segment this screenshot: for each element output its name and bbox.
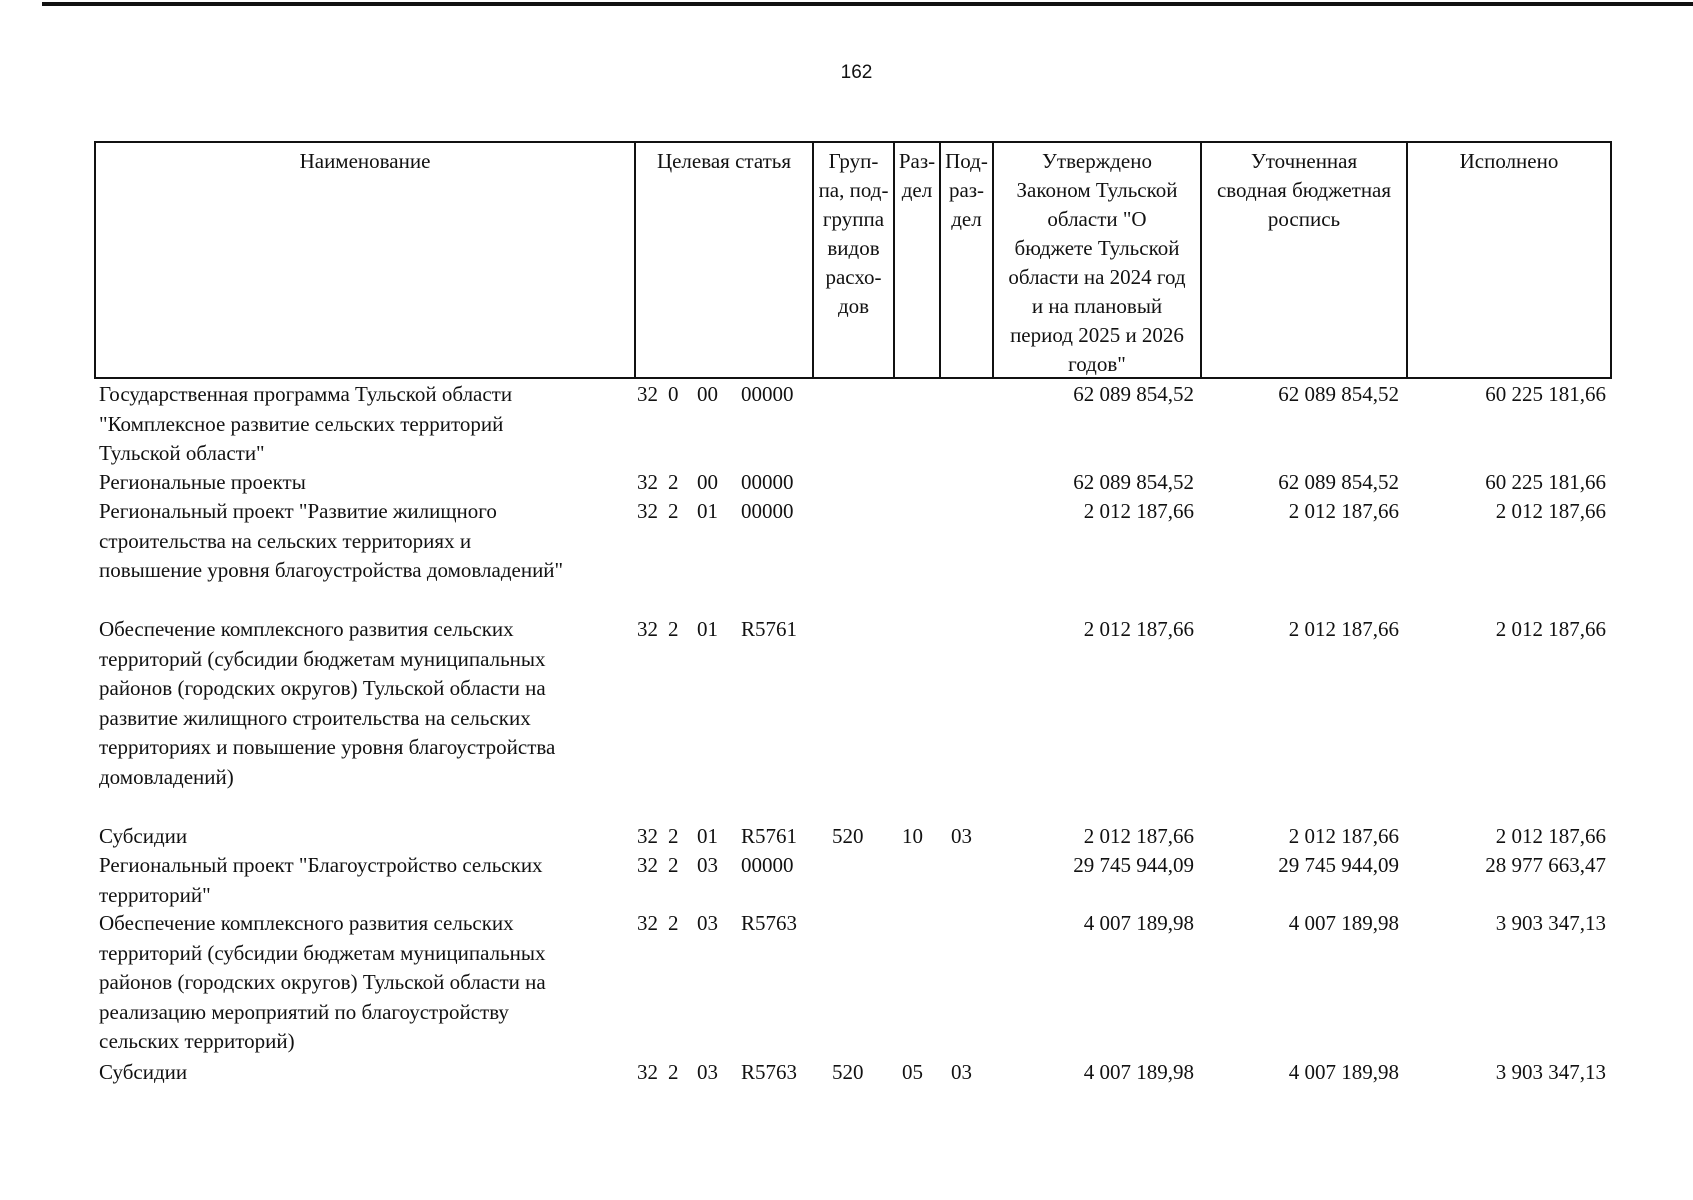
cell-razdel: 10 (902, 824, 923, 848)
cell-t2: 0 (668, 382, 679, 406)
cell-refined: 2 012 187,66 (1288, 499, 1399, 523)
row-name: Обеспечение комплексного развития сельских территорий (субсидии бюджетам муниципальных районов (городских округов) Тульской области на реализацию мероприятий по благоустройству сельских территорий) (99, 911, 546, 1053)
cell-t1: 32 (637, 382, 658, 406)
cell-executed: 2 012 187,66 (1495, 824, 1606, 848)
cell-t4: R5761 (741, 824, 798, 848)
cell-refined: 4 007 189,98 (1288, 911, 1399, 935)
cell-approved: 4 007 189,98 (1083, 1060, 1194, 1084)
table-header (94, 141, 1612, 379)
cell-executed: 3 903 347,13 (1495, 911, 1606, 935)
cell-t4: R5761 (741, 617, 798, 641)
cell-podrazdel: 03 (951, 824, 972, 848)
header-refined: Уточненная сводная бюджетная роспись (1216, 149, 1392, 231)
cell-t2: 2 (668, 470, 679, 494)
row-name: Субсидии (99, 824, 188, 848)
cell-refined: 2 012 187,66 (1288, 617, 1399, 641)
cell-approved: 2 012 187,66 (1083, 617, 1194, 641)
row-name: Обеспечение комплексного развития сельских территорий (субсидии бюджетам муниципальных районов (городских округов) Тульской области на развитие жилищного строительства на сельских территориях и повышение уровня благоустройства домовладений) (99, 617, 556, 789)
header-podrazdel: Под- раз- дел (945, 149, 988, 231)
cell-t3: 01 (697, 617, 718, 641)
cell-t4: R5763 (741, 911, 798, 935)
cell-executed: 2 012 187,66 (1495, 499, 1606, 523)
cell-t1: 32 (637, 824, 658, 848)
cell-t2: 2 (668, 499, 679, 523)
cell-refined: 29 745 944,09 (1278, 853, 1399, 877)
header-group: Груп- па, под- группа видов расхо- дов (818, 149, 889, 318)
cell-approved: 29 745 944,09 (1073, 853, 1194, 877)
header-name: Наименование (299, 149, 431, 173)
cell-t4: 00000 (741, 499, 794, 523)
cell-executed: 2 012 187,66 (1495, 617, 1606, 641)
cell-t1: 32 (637, 470, 658, 494)
cell-podrazdel: 03 (951, 1060, 972, 1084)
cell-t1: 32 (637, 853, 658, 877)
cell-t2: 2 (668, 853, 679, 877)
cell-t2: 2 (668, 617, 679, 641)
cell-approved: 62 089 854,52 (1073, 470, 1194, 494)
cell-executed: 3 903 347,13 (1495, 1060, 1606, 1084)
cell-refined: 62 089 854,52 (1278, 470, 1399, 494)
cell-approved: 2 012 187,66 (1083, 499, 1194, 523)
row-name: Субсидии (99, 1060, 188, 1084)
cell-t3: 03 (697, 853, 718, 877)
cell-refined: 2 012 187,66 (1288, 824, 1399, 848)
row-name: Региональный проект "Благоустройство сельских территорий" (99, 853, 543, 907)
cell-refined: 4 007 189,98 (1288, 1060, 1399, 1084)
cell-approved: 4 007 189,98 (1083, 911, 1194, 935)
cell-t4: R5763 (741, 1060, 798, 1084)
cell-t2: 2 (668, 824, 679, 848)
top-rule (42, 2, 1693, 6)
header-razdel: Раз- дел (898, 149, 936, 202)
cell-razdel: 05 (902, 1060, 923, 1084)
cell-t4: 00000 (741, 470, 794, 494)
cell-t4: 00000 (741, 382, 794, 406)
cell-executed: 60 225 181,66 (1485, 382, 1606, 406)
cell-t3: 00 (697, 382, 718, 406)
header-approved: Утверждено Законом Тульской области "О бюджете Тульской области на 2024 год и на плановый период 2025 и 2026 годов" (1008, 149, 1186, 376)
row-name: Региональные проекты (99, 470, 306, 494)
cell-t3: 00 (697, 470, 718, 494)
cell-group: 520 (832, 1060, 864, 1084)
cell-executed: 28 977 663,47 (1485, 853, 1606, 877)
cell-t3: 03 (697, 1060, 718, 1084)
cell-t3: 01 (697, 499, 718, 523)
header-executed: Исполнено (1459, 149, 1559, 173)
column-divider (1406, 143, 1408, 377)
cell-approved: 2 012 187,66 (1083, 824, 1194, 848)
cell-t1: 32 (637, 911, 658, 935)
cell-t2: 2 (668, 1060, 679, 1084)
cell-t4: 00000 (741, 853, 794, 877)
row-name: Государственная программа Тульской области "Комплексное развитие сельских территорий Тульской области" (99, 382, 513, 465)
cell-executed: 60 225 181,66 (1485, 470, 1606, 494)
cell-t1: 32 (637, 617, 658, 641)
cell-t3: 01 (697, 824, 718, 848)
cell-t3: 03 (697, 911, 718, 935)
page-number: 162 (840, 62, 873, 83)
cell-refined: 62 089 854,52 (1278, 382, 1399, 406)
header-target: Целевая статья (656, 149, 792, 173)
cell-approved: 62 089 854,52 (1073, 382, 1194, 406)
cell-group: 520 (832, 824, 864, 848)
cell-t2: 2 (668, 911, 679, 935)
cell-t1: 32 (637, 1060, 658, 1084)
column-divider (634, 143, 636, 377)
cell-t1: 32 (637, 499, 658, 523)
row-name: Региональный проект "Развитие жилищного строительства на сельских территориях и повышение уровня благоустройства домовладений" (99, 499, 564, 582)
